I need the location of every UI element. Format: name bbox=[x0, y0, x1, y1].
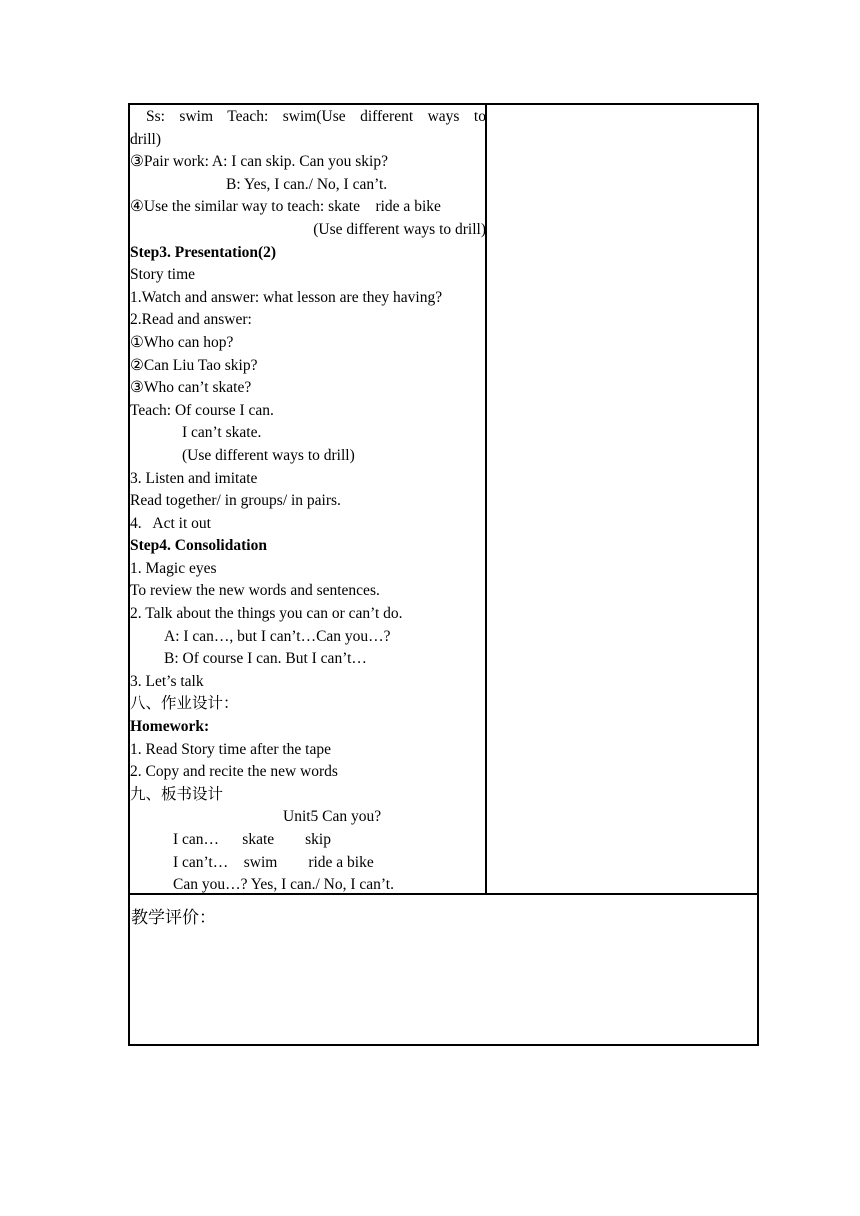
text-line: ②Can Liu Tao skip? bbox=[130, 356, 258, 374]
text-line: A: I can…, but I can’t…Can you…? bbox=[164, 627, 391, 645]
text-line: 1. Read Story time after the tape bbox=[130, 740, 332, 758]
text-line: 2. Copy and recite the new words bbox=[130, 763, 338, 781]
text-line: B: Of course I can. But I can’t… bbox=[164, 650, 367, 668]
text-line: drill) bbox=[130, 130, 161, 148]
text-line: 九、板书设计 bbox=[130, 785, 224, 803]
text-line: (Use different ways to drill) bbox=[182, 446, 355, 464]
text-line: Ss: swim Teach: swim(Use different ways to bbox=[146, 108, 486, 125]
text-line: ③Pair work: A: I can skip. Can you skip? bbox=[130, 153, 388, 171]
text-line: 3. Listen and imitate bbox=[130, 469, 258, 487]
text-line: Step3. Presentation(2) bbox=[130, 243, 277, 261]
text-line: 4. Act it out bbox=[130, 514, 211, 532]
text-line: Teach: Of course I can. bbox=[130, 401, 274, 419]
text-line: I can… skate skip bbox=[173, 831, 331, 848]
text-line: ①Who can hop? bbox=[130, 333, 234, 351]
text-line: ④Use the similar way to teach: skate ride a bike bbox=[130, 198, 441, 216]
text-line: 3. Let’s talk bbox=[130, 672, 204, 690]
text-line: (Use different ways to drill) bbox=[313, 220, 486, 238]
text-line: Homework: bbox=[130, 718, 210, 736]
text-line: Read together/ in groups/ in pairs. bbox=[130, 492, 341, 510]
text-line: Unit5 Can you? bbox=[283, 808, 382, 826]
teaching-evaluation-label: 教学评价： bbox=[131, 908, 216, 928]
text-line: To review the new words and sentences. bbox=[130, 582, 380, 600]
text-line: Can you…? Yes, I can./ No, I can’t. bbox=[173, 876, 394, 894]
text-line: I can’t… swim ride a bike bbox=[173, 853, 374, 871]
text-line: Step4. Consolidation bbox=[130, 537, 267, 555]
text-line: ③Who can’t skate? bbox=[130, 379, 252, 397]
text-line: 2.Read and answer: bbox=[130, 311, 252, 329]
text-line: Story time bbox=[130, 266, 196, 284]
text-line: 2. Talk about the things you can or can’t do. bbox=[130, 605, 403, 623]
text-line: B: Yes, I can./ No, I can’t. bbox=[226, 175, 388, 193]
text-line: 1.Watch and answer: what lesson are they having? bbox=[130, 288, 443, 306]
text-line: I can’t skate. bbox=[182, 424, 262, 442]
text-line: 八、作业设计： bbox=[130, 695, 239, 713]
text-line: 1. Magic eyes bbox=[130, 559, 217, 577]
lesson-plan-text bbox=[130, 106, 486, 897]
